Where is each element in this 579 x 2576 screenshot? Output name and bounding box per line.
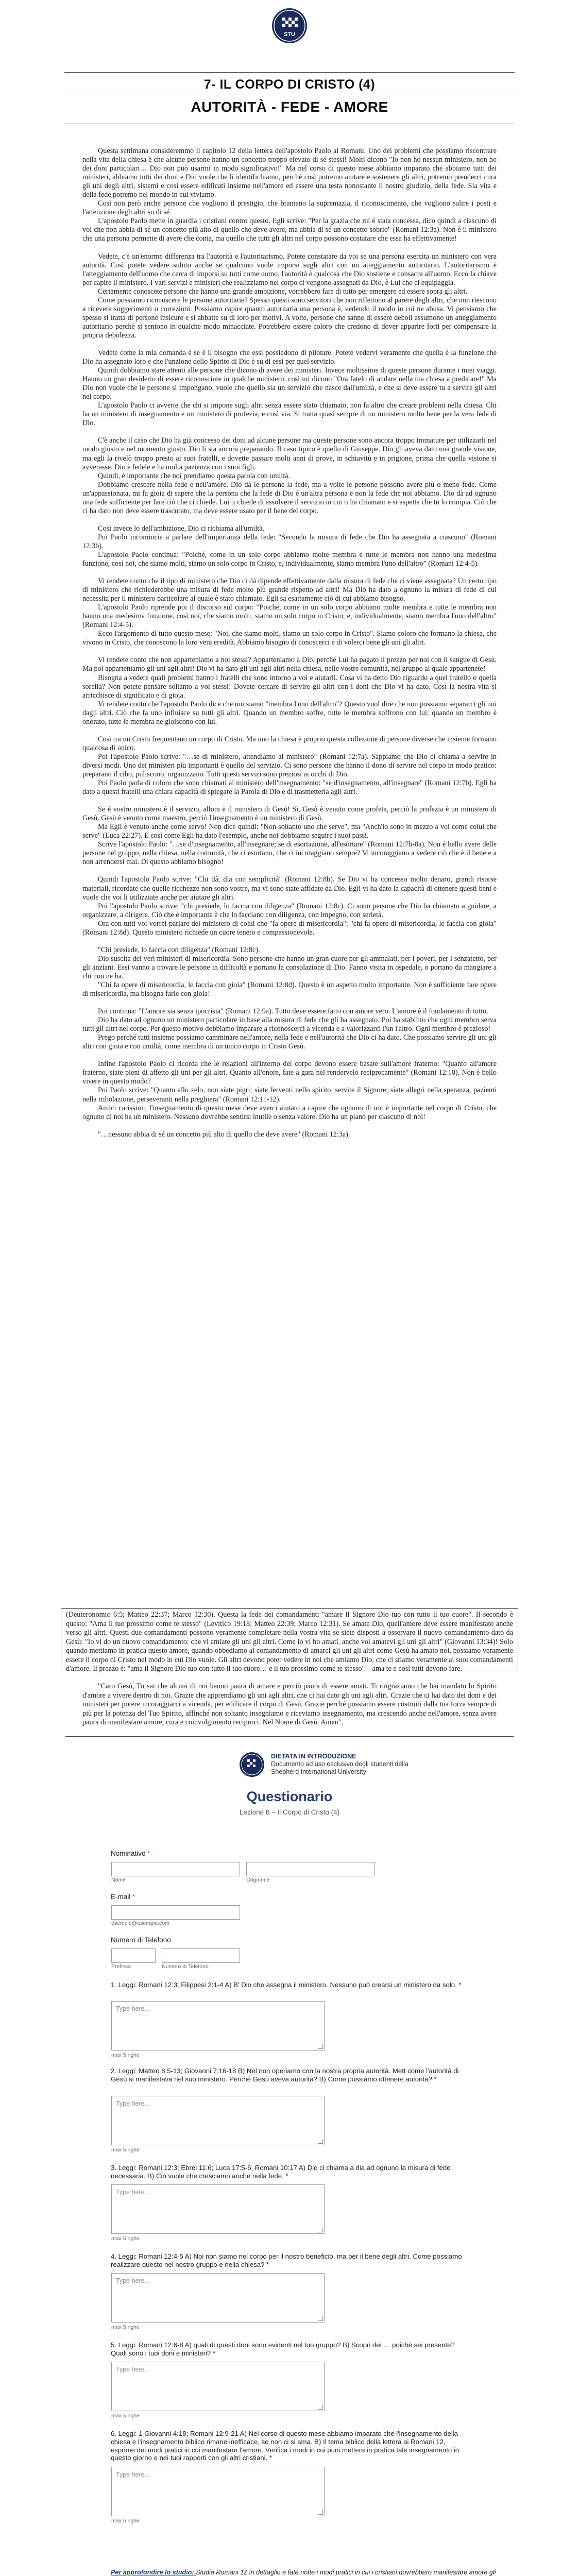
- phone-number-field[interactable]: [162, 1948, 240, 1963]
- answer-6-textarea[interactable]: Type here...: [111, 2467, 325, 2516]
- answer-6-max: max 5 righe: [111, 2518, 140, 2524]
- body-paragraph: Vedete, c'è un'enorme differenza tra l'autorità e l'autoritarismo. Potete constatare da voi se una persona esercita un ministero con vera autorità. Così potete vedere subito anche se qualcuno vuole imporsi sugli altri con un atteggiamento autoritario. L'autoritarismo è l'atteggiamento dell'uomo che cerca di imporsi su tutti come uomo, l'autorità è qualcosa che Dio sostiene e consacra all'uomo. Ecco la chiave per capire il ministero. I vari servizi e ministeri che realizziamo nel corpo ci vengono assegnati da Dio, è Lui che ci equipaggia.: [82, 252, 497, 287]
- lesson-body: [82, 147, 497, 1139]
- question-3: 3. Leggi: Romani 12:3; Ebrei 11:6; Luca 17:5-6; Romani 10:17 A) Dio ci chiama a dia ad ognuno la misura di fede necessaria. B) Ciò vuole che cresciamo anche nella fede. *: [111, 2164, 451, 2180]
- answer-2-textarea[interactable]: Type here...: [111, 2096, 325, 2145]
- study-note: Per approfondire lo studio: Studia Romani 12 in dettaglio e fate notte i modi pratici in cui i cristiani dovrebbero manifestare amore gli: [111, 2569, 496, 2576]
- question-1: 1. Leggi: Romani 12:3; Filippesi 2:1-4 A) B' Dio che assegna il ministero. Nessuno può crearsi un ministero da solo. *: [111, 1981, 462, 1989]
- answer-3-max: max 5 righe: [111, 2235, 140, 2242]
- lesson-title: 7- IL CORPO DI CRISTO (4): [203, 77, 376, 92]
- body-paragraph: Bisogna a vedere quali problemi hanno i fratelli che sono intorno a voi e aiutarli. Cosa vi ha detto Dio riguardo a quel fratello o quella sorella? Non potete pensare soltanto a voi stessi! Dovete cercare di servire gli altri con i doni che Dio vi ha dato. Così la nostra vita si arricchisce di significato e di gioia.: [82, 673, 497, 700]
- answer-1-textarea[interactable]: Type here...: [111, 2001, 325, 2050]
- phone-number-hint: Numero di Telefono: [162, 1963, 209, 1970]
- body-paragraph: C'è anche il caso che Dio ha già concesso dei doni ad alcune persone ma queste persone sono ancora troppo immature per utilizzarli nel modo giusto e nel momento giusto. Dio li sta ancora preparando. Il caso tipico è quello di Giuseppe. Dio gli aveva dato una grande visione, ma egli la rivelò troppo presto ai suoi fratelli, e dovette passare molti anni di prove, in schiavitù e in prigione, prima che quella visione si avverasse. Dio è fedele e ha molta pazienza con i suoi figli.: [82, 436, 497, 471]
- body-paragraph: Così invece lo dell'ambizione, Dio ci richiama all'umiltà.: [98, 524, 265, 533]
- body-paragraph: L'apostolo Paolo continua: "Poiché, come in un solo corpo abbiamo molte membra e tutte le membra non hanno una medesima funzione, così noi, che siamo molti, siamo un solo corpo in Cristo, e, individualmente, siamo membra l'uno dell'altro" (Romani 12:4-5).: [82, 550, 497, 568]
- org-line-1: DIETATA IN INTRODUZIONE: [271, 1753, 356, 1760]
- body-paragraph: Se è vostro ministero è il servizio, allora è il ministero di Gesù! Si, Gesù è venuto come profeta, perciò la profezia è un ministero di Gesù. Gesù è venuto come maestro, perciò l'insegnamento è un ministero di Gesù.: [82, 805, 497, 823]
- first-name-field[interactable]: [111, 1862, 240, 1876]
- answer-4-textarea[interactable]: Type here...: [111, 2273, 325, 2323]
- questionnaire-org: [271, 1753, 408, 1776]
- body-paragraph: Questa settimana consideremmo il capitolo 12 della lettera dell'apostolo Paolo ai Romani. Uno dei problemi che possiamo riscontrare nella vita della chiesa è che alcune persone hanno un concetto troppo elevato di sé stessi! Molti dicono "Io non ho nessun ministero, non ho dei doni particolari… Dio non può usarmi in modo significativo!" Ma nel corso di questo mese abbiamo imparato che abbiamo tutti dei ministeri, abbiamo tutti dei doni e Dio vuole che li identifichiamo, perché così potremo aiutare e sostenere gli altri, potremo prenderci cura gli uni degli altri, sistemi e così essere edificati insieme nell'amore ed essere una testa nonostante il nostro giudizio, della fede. Sia vita e della fede potremo nel mondo in cui viviamo.: [82, 147, 497, 199]
- section-divider: [65, 1736, 514, 1737]
- body-paragraph: Quindi dobbiamo stare attenti alle persone che dicono di avere dei ministeri. Invece moltissime di queste persone durante i miei viaggi. Hanno un gran desiderio di essere riconosciute in qualche ministero, così mi dicono "Ora fatelo di andare nella tua chiesa a predicare!" Ma Dio non vuole che le persone si impongano, vuole che quello sia un servizio che nasce dall'umiltà, e che si deve essere tu a servire gli altri nel corpo.: [82, 366, 497, 401]
- question-4: 4. Leggi: Romani 12:4-5 A) Noi non siamo nel corpo per il nostro beneficio, ma per il bene degli altri. Come possiamo realizzare questo nel nostro gruppo e nella chiesa? *: [111, 2252, 462, 2268]
- email-placeholder-hint: esempio@esempio.com: [111, 1920, 169, 1926]
- body-paragraph: Poi l'apostolo Paolo scrive: "…se di ministero, attendiamo al ministero" (Romani 12:7a). Sappiamo che Dio ci chiama a servire in diversi modi. Uno dei ministeri più importanti è quello del servizio. Ci sono persone che hanno il dono di servire nel corpo in modo pratico: preparano il cibo, puliscono, organizzano. Tutti questi servizi sono preziosi ai occhi di Dio.: [82, 752, 497, 778]
- body-paragraph: Quindi l'apostolo Paolo scrive: "Chi dà, dia con semplicità" (Romani 12:8b). Se Dio vi ha concesso molto denaro, grandi risorse materiali, ricordate che quelle ricchezze non sono vostre, ma vi sono state affidate da Dio. Egli vi ha dato la capacità di ottenere questi beni e vuole che voi li utilizziate anche per aiutare gli altri.: [82, 875, 497, 902]
- body-paragraph: L'apostolo Paolo riprende poi il discorso sul corpo: "Poiché, come in un solo corpo abbiamo molte membra e tutte le membra non hanno una medesima funzione, così noi, che siamo molti, siamo un solo corpo in Cristo, e, individualmente, siamo membra l'uno dell'altro" (Romani 12:4-5).: [82, 603, 497, 630]
- body-paragraph: Dobbiamo crescere nella fede e nell'amore. Dio dà le persone la fede, ma a volte le persone possono avere più o meno fede. Come un'appassionata, mi fa gioia di sapere che la persona che la fede di Dio è un'altra persona e non la fede che noi abbiamo. Dio dà ad ognuno una fede sufficiente per fare ciò che ci chiede. Lui ti chiede di assolvere il servizio in cui ti ha chiamato e si aspetta che tu lo compia. Ciò che ci ha dato non deve essere trascurato, ma deve essere usato per il bene del corpo.: [82, 480, 497, 515]
- body-paragraph: L'apostolo Paolo mette in guardia i cristiani contro questo. Egli scrive: "Per la grazia che mi è stata concessa, dico quindi a ciascuno di voi che non abbia di sé un concetto più alto di quello che deve avere, ma abbia di sé un concetto sobrio" (Romani 12:3a). Non è il ministero che una persona permette di avere che conta, ma quello che tutti gli altri nel corpo possono costatare che essa ha effettivamente!: [82, 217, 497, 243]
- org-line-2: Documento ad uso esclusivo degli studenti della: [271, 1760, 408, 1768]
- body-paragraph: Poi Paolo scrive: "Quanto allo zelo, non siate pigri; siate ferventi nello spirito, servite il Signore; siate allegri nella speranza, pazienti nella tribolazione, perseveranti nella preghiera" (Romani 12:11-12).: [82, 1086, 497, 1104]
- university-logo: [271, 7, 308, 44]
- body-paragraph: Dio ha dato ad ognuno un ministero particolare in base alla misura di fede che gli ha assegnato. Poi ha stabilito che ogni membro serva tutti gli altri nel corpo. Per questo motivo dobbiamo imparare a riconoscerci a vicenda e a valorizzarci l'un l'altro. Ogni membro è prezioso!: [82, 1016, 497, 1033]
- questionnaire-heading: Questionario: [246, 1789, 333, 1804]
- body-paragraph: Vedete come la mia domanda è se è il bisogno che essi possiedono di pilotare. Potete vedervi veramente che quella è la funzione che Dio ha assegnato loro e che l'unzione dello Spirito di Dio è su di essi per quel servizio.: [82, 348, 497, 366]
- email-field[interactable]: [111, 1905, 240, 1920]
- phone-prefix-hint: Prefisso: [111, 1963, 131, 1970]
- name-label: Nominativo *: [111, 1850, 150, 1857]
- email-label: E-mail *: [111, 1893, 135, 1901]
- body-paragraph: Prego perché tutti insieme possiamo camminare nell'amore, nella fede e nell'autorità che Dio ci ha dato. Che possiamo servire gli uni gli altri con gioia e con umiltà, come membra di un unico corpo in Cristo Gesù.: [82, 1033, 497, 1051]
- body-paragraph: L'apostolo Paolo ci avverte che chi si impone sugli altri senza essere stato chiamato, non fa altro che creare problemi nella chiesa. Chi ha un ministero di insegnamento e un ministero di profezia, e così via. Si tratta quasi sempre di un ministero molto bene per la vera fede di Dio.: [82, 401, 497, 428]
- body-paragraph: Vi rendete conto che non apparteniamo a noi stessi? Apparteniamo a Dio, perché Lui ha pagato il prezzo per noi con il sangue di Gesù. Ma poi apparteniamo gli uni agli altri! Dio vi ha dato gli uni agli altri nella chiesa, nelle vostre comunità, nel gruppo al quale appartenete!: [82, 656, 497, 673]
- answer-3-textarea[interactable]: Type here...: [111, 2184, 325, 2234]
- body-paragraph: Scrive l'apostolo Paolo: "…se d'insegnamento, all'insegnare; se di esortazione, all'esortare" (Romani 12:7b-8a). Non è bello avere delle persone nel gruppo, nella chiesa, nella comunità, che ci esortano, che ci incoraggiano sempre? Vi incoraggiano a vedere ciò che è il bene e a non arrendersi mai. Di questo abbiamo bisogno!: [82, 840, 497, 867]
- phone-label: Numero di Telefono: [111, 1936, 171, 1944]
- body-paragraph: "Chi presiede, lo faccia con diligenza" (Romani 12:8c).: [98, 945, 260, 954]
- answer-5-max: max 5 righe: [111, 2413, 140, 2419]
- org-line-3: Shepherd International University: [271, 1768, 366, 1775]
- body-paragraph: Come possiamo riconoscere le persone autoritarie? Spesso questi sono servitori che non riflettono al parere degli altri, che non riescono a ricevere suggerimenti o correzioni. Possiamo capire quanto autoritaria una persona è, vedendo il modo in cui ne abusa. Vi pensiamo che spesso si tratta di persone insicure e si abbatte su di loro per motivi. A volte, persone che sanno di essere deboli assumono un atteggiamento autoritario perché si sentono in qualche modo minacciate. Potrebbero essere coloro che credono di dover apparire forti per compensare la propria debolezza.: [82, 296, 497, 340]
- highlight-box-text: (Deuteronomio 6:5; Matteo 22:37; Marco 12:30). Questa la fede dei comandamenti "amare il Signore Dio tuo con tutto il tuo cuore". Il secondo è questo: "Ama il tuo prossimo come te stesso" (Levitico 19:18; Matteo 22:39; Marco 12:31). Se amate Dio, quell'amore deve essere manifestato anche verso gli altri. Questi due comandamenti possono veramente completare nella vostra vita se siete disposti a osservare il nuovo comandamento dato da Gesù: "Io vi do un nuovo comandamento: che vi amiate gli uni gli altri. Come io vi ho amati, anche voi amatevi gli uni gli altri" (Giovanni 13:34)! Solo quando mettiamo in pratica questo amore, quando obbediamo al comandamento di amarci gli uni gli altri come Gesù ha amato noi, possiamo veramente essere il corpo di Cristo nel modo in cui Dio vuole. Gli altri devono poter vedere in noi che amiamo Dio, che ci stiamo veramente ai suoi comandamenti d'amore. Il prezzo è: "ama il Signore Dio tuo con tutto il tuo cuore… e il tuo prossimo come te stesso" – ama te e così tutti devono fare.: [66, 1611, 513, 1673]
- body-paragraph: Ora con tutti voi vorrei parlare del ministero di colui che "fa opere di misericordia": "chi fa opere di misericordia, le faccia con gioia" (Romani 12:8d). Questo ministero richiede un cuore tenero e compassionevole.: [82, 919, 497, 937]
- closing-prayer: [82, 1682, 497, 1727]
- body-paragraph: Poi continua: "L'amore sia senza ipocrisia" (Romani 12:9a). Tutto deve essere fatto con amore vero. L'amore è il fondamento di tutto.: [98, 1007, 488, 1016]
- body-paragraph: Così non però anche persone che vogliono il prestigio, che bramano la supremazia, il riconoscimento, che vogliono salire i posti e l'attenzione degli altri su di sé.: [82, 199, 497, 217]
- body-paragraph: Poi Paolo parla di coloro che sono chiamati al ministero dell'insegnamento: "se d'insegnamento, all'insegnare" (Romani 12:7b). Egli ha dato a questi fratelli una chiara capacità di spiegare la Parola di Dio e di trasmetterla agli altri.: [82, 779, 497, 796]
- answer-1-max: max 5 righe: [111, 2052, 140, 2058]
- body-paragraph: Così tra un Cristo frequentano un corpo di Cristo. Ma uno la chiesa è proprio questa collezione di persone diverse che insieme formano qualcosa di unico.: [82, 735, 497, 752]
- logo-text: STU: [284, 31, 295, 38]
- body-paragraph: "Chi fa opere di misericordia, le faccia con gioia" (Romani 12:8d). Questo è un aspetto molto importante. Non è sufficiente fare opere di misericordia, ma bisogna farle con gioia!: [82, 980, 497, 998]
- answer-4-max: max 5 righe: [111, 2324, 140, 2330]
- first-name-hint: Nome: [111, 1877, 126, 1883]
- body-paragraph: Poi Paolo incomincia a parlare dell'importanza della fede: "Secondo la misura di fede che Dio ha assegnata a ciascuno" (Romani 12:3b).: [82, 533, 497, 550]
- question-5: 5. Leggi: Romani 12:6-8 A) quali di questi doni sono evidenti nel tuo gruppo? B) Scopri dei … poiché sei presente? Quali sono i tuoi doni e ministeri? *: [111, 2341, 455, 2357]
- body-paragraph: Poi l'apostolo Paolo scrive: "chi presiede, lo faccia con diligenza" (Romani 12:8c). Ci sono persone che Dio ha chiamato a guidare, a organizzare, a dirigere. Ciò che è importante è che lo facciano con diligenza, con impegno, con serietà.: [82, 902, 497, 919]
- question-6: 6. Leggi: 1 Giovanni 4:18; Romani 12:9-21 A) Nel corso di questo mese abbiamo imparato che l'insegnamento della chiesa e l'insegnamento biblico rimane inefficace, se non ci si ama. B) Il tema biblico della lettera ai Romani 12, esprime dei modi pratici in cui manifestare l'amore. Verifica i modi in cui puoi mettere in pratica tale insegnamento in questo giorno e nei tuoi rapporti con gli altri cristiani. *: [111, 2430, 459, 2462]
- body-paragraph: Infine l'apostolo Paolo ci ricorda che le relazioni all'interno del corpo devono essere basate sull'amore fraterno: "Quanto all'amore fraterno, siate pieni di affetto gli uni per gli altri. Quanto all'onore, fate a gara nel rendervelo reciprocamente" (Romani 12:10). Non è bello vivere in questo modo?: [82, 1060, 497, 1086]
- body-paragraph: Ecco l'argomento di tutto questo mese: "Noi, che siamo molti, siamo un solo corpo in Cristo". Siamo coloro che formano la chiesa, che vivono in Cristo, che conoscono la loro vera eredità. Abbiamo bisogno di conoscerci e di volerci bene gli uni gli altri.: [82, 630, 497, 647]
- body-paragraph: "…nessuno abbia di sé un concetto più alto di quello che deve avere" (Romani 12:3a).: [98, 1130, 350, 1139]
- body-paragraph: Certamente conoscete persone che hanno una grande ambizione, vorrebbero fare di tutto per emergere ed essere sopra gli altri.: [98, 287, 468, 296]
- answer-2-max: max 5 righe: [111, 2147, 140, 2153]
- body-paragraph: Dio suscita dei veri ministeri di misericordia. Sono persone che hanno un gran cuore per gli ammalati, per i poveri, per i senzatetto, per gli anziani. Essi vanno a trovare le persone in difficoltà e portano la consolazione di Dio. Fanno visita in ospedale, o portano da mangiare a chi non ne ha.: [82, 954, 497, 980]
- body-paragraph: Quindi, è importante che noi prendiamo questa parola con umiltà.: [98, 471, 291, 480]
- main-title: AUTORITÀ - FEDE - AMORE: [191, 99, 388, 115]
- answer-5-textarea[interactable]: Type here...: [111, 2362, 325, 2411]
- header-rule-top: [64, 72, 515, 73]
- body-paragraph: Vi rendete conto che il tipo di ministero che Dio ci dà dipende effettivamente dalla misura di fede che ci viene assegnata? Un certo tipo di ministero che richiederebbe una misura di fede molto più grande rispetto ad altri! Ma Dio ha dato a ognuno la misura di fede di cui necessita per il ministero particolare al quale è stato chiamato. Egli sa esattamente ciò di cui abbiamo bisogno.: [82, 577, 497, 603]
- body-paragraph: Vi rendete conto che l'apostolo Paolo dice che noi siamo "membra l'uno dell'altro"? Questo vuol dire che non possiamo separarci gli uni dagli altri. Ciò che fa uno influisce su tutti gli altri. Quando un membro soffre, tutte le membra soffrono con lui; quando un membro è onorato, tutte le membra ne gioiscono con lui.: [82, 700, 497, 726]
- last-name-field[interactable]: [246, 1862, 375, 1876]
- last-name-hint: Cognome: [246, 1877, 270, 1883]
- closing-prayer-text: "Caro Gesù, Tu sai che alcuni di noi hanno paura di amare e perciò paura di essere amati. Ti ringraziamo che hai mandato lo Spirito d'amore a vivere dentro di noi. Grazie che apprendiamo gli uni agli altri, che ci hai dato gli uni agli altri. Grazie che ci hai dato dei doni e dei ministeri per potere incoraggiarci a vicenda, per edificare il corpo di Gesù. Grazie perché possiamo essere costruiti dalla tua forza sempre di più per la potenza del Tuo Spirito, affinché non soltanto insegniamo e riceviamo insegnamento, ma crescendo anche nell'amore, senza avere paura di manifestare amore, cura e coinvolgimento reciproci. Nel Nome di Gesù. Amen".: [82, 1682, 497, 1726]
- questionnaire-logo: [239, 1752, 265, 1777]
- body-paragraph: Amici carissimi, l'insegnamento di questo mese deve averci aiutato a capire che ognuno di noi è importante nel corpo di Cristo, che ognuno di noi ha un ministero. Nessuno dovrebbe sentirsi inutile o senza valore. Dio ha un piano per ciascuno di noi!: [82, 1104, 497, 1121]
- questionnaire-subtitle: Lezione 6 – Il Corpo di Cristo (4): [239, 1808, 340, 1816]
- body-paragraph: Ma Egli è venuto anche come servo! Non dice quindi: "Non soltanto uno che serve", ma "Anch'io sono in mezzo a voi come colui che serve" (Luca 22:27). E così come Egli ha dato l'esempio, anche noi dobbiamo seguire i suoi passi.: [82, 823, 497, 840]
- phone-prefix-field[interactable]: [111, 1948, 156, 1963]
- question-2: 2. Leggi: Matteo 8:5-13; Giovanni 7:16-18 B) Nel non operiamo con la nostra propria autorità. Mett come l'autorità di Gesù si manifestava nel suo ministero. Perché Gesù aveva autorità? B) Come possiamo ottenere autorità? *: [111, 2067, 459, 2083]
